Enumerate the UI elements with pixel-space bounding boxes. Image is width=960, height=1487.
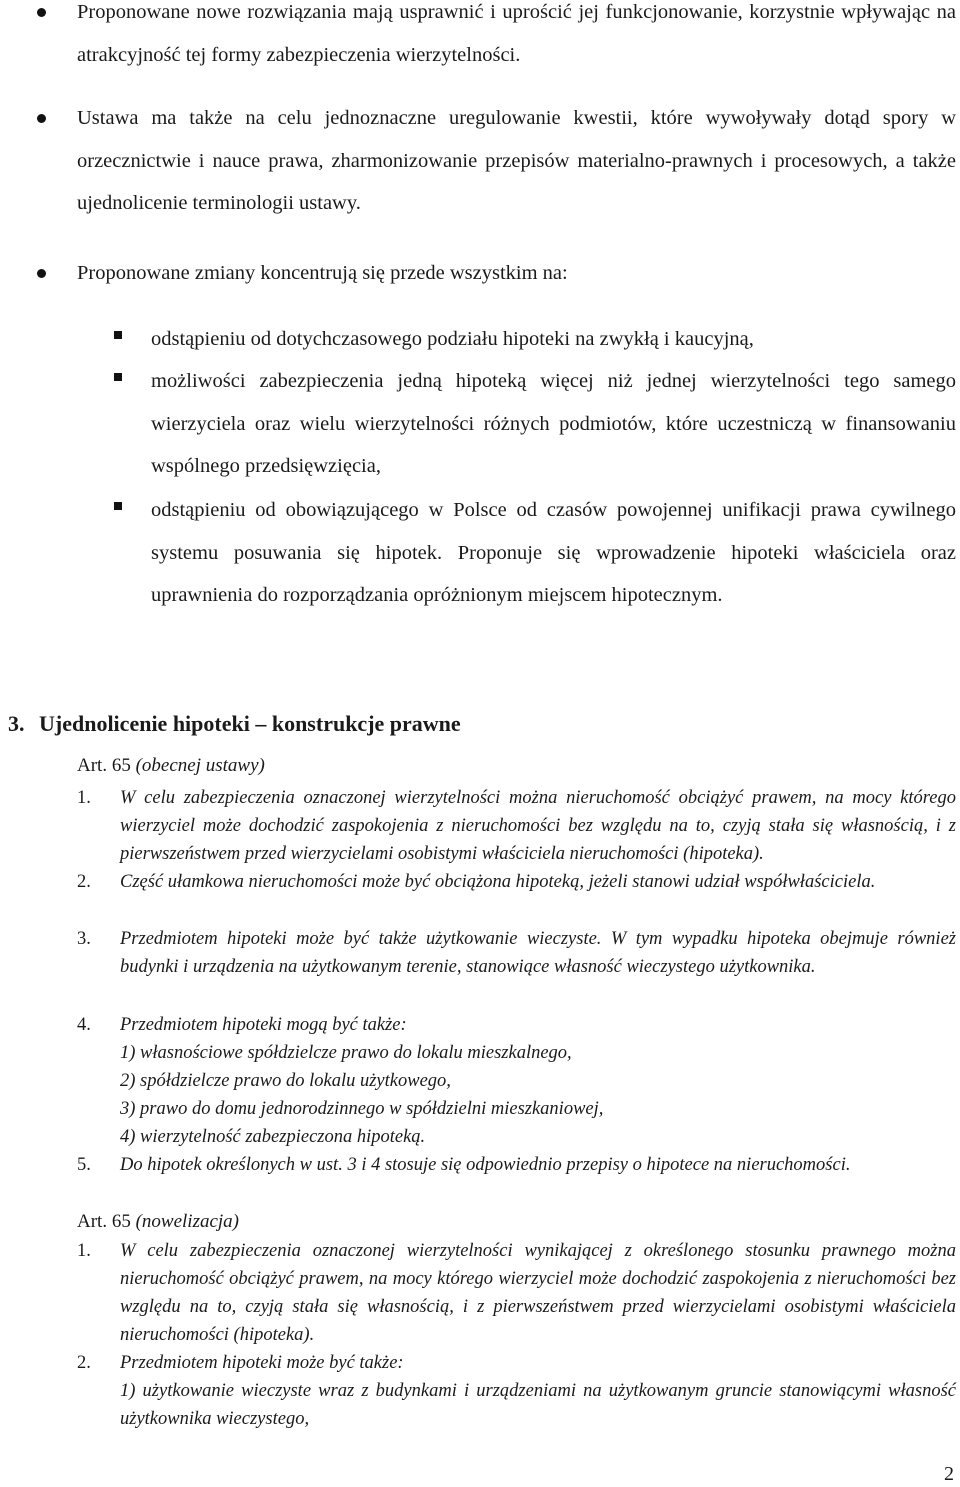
article-item-text: Przedmiotem hipoteki mogą być także: — [120, 1015, 407, 1035]
article-item-number: 4. — [77, 1015, 91, 1035]
bullet-text: Proponowane zmiany koncentrują się przede wszystkim na: — [77, 262, 568, 284]
sub-bullet-text: odstąpieniu od dotychczasowego podziału hipoteki na zwykłą i kaucyjną, — [151, 328, 754, 350]
article-title — [77, 752, 265, 780]
article-item — [77, 1151, 956, 1179]
article-item-number: 2. — [77, 1353, 91, 1373]
article-item-text: Przedmiotem hipoteki może być także: — [120, 1353, 404, 1373]
bullet-dot-icon — [37, 269, 46, 278]
bullet-dot-icon — [37, 8, 46, 17]
article-item-number: 1. — [77, 788, 91, 808]
article-sub-item: 2) spółdzielcze prawo do lokalu użytkowego, — [120, 1071, 451, 1091]
sub-bullet-text: odstąpieniu od obowiązującego w Polsce od czasów powojennej unifikacji prawa cywilnego systemu posuwania się hipotek. Proponuje się wprowadzenie hipoteki właściciela oraz uprawnienia do rozporządzania opróżnionym miejscem hipotecznym. — [151, 499, 956, 606]
section-title: Ujednolicenie hipoteki – konstrukcje prawne — [39, 711, 461, 736]
article-item — [77, 1349, 956, 1377]
section-heading — [8, 708, 461, 740]
article-title-prefix: Art. 65 — [77, 1211, 131, 1232]
square-bullet-icon — [114, 502, 122, 510]
article-title-suffix: (nowelizacja) — [135, 1211, 240, 1232]
page-number: 2 — [944, 1463, 954, 1485]
article-item-text: Część ułamkowa nieruchomości może być obciążona hipoteką, jeżeli stanowi udział współwłaściciela. — [120, 872, 876, 892]
article-sub-item: 1) własnościowe spółdzielcze prawo do lokalu mieszkalnego, — [120, 1043, 572, 1063]
article-item — [77, 868, 956, 896]
article-item-number: 1. — [77, 1241, 91, 1261]
bullet-text: Ustawa ma także na celu jednoznaczne uregulowanie kwestii, które wywoływały dotąd spory w orzecznictwie i nauce prawa, zharmonizowanie przepisów materialno-prawnych i procesowych, a także ujednolicenie terminologii ustawy. — [77, 107, 956, 214]
article-item — [77, 784, 956, 868]
article-item — [77, 1011, 956, 1039]
sub-bullet-text: możliwości zabezpieczenia jedną hipoteką więcej niż jednej wierzytelności tego samego wierzyciela oraz wielu wierzytelności różnych podmiotów, które uczestniczą w finansowaniu wspólnego przedsięwzięcia, — [151, 370, 956, 477]
square-bullet-icon — [114, 331, 122, 339]
article-item-number: 3. — [77, 929, 91, 949]
article-sub-item: 3) prawo do domu jednorodzinnego w spółdzielni mieszkaniowej, — [120, 1099, 604, 1119]
article-title — [77, 1208, 239, 1236]
article-item-text: Przedmiotem hipoteki może być także użytkowanie wieczyste. W tym wypadku hipoteka obejmuje również budynki i urządzenia na użytkowanym terenie, stanowiące własność wieczystego użytkownika. — [120, 929, 956, 977]
article-title-prefix: Art. 65 — [77, 755, 131, 776]
article-sub-item: 4) wierzytelność zabezpieczona hipoteką. — [120, 1127, 426, 1147]
article-item-text: W celu zabezpieczenia oznaczonej wierzytelności można nieruchomość obciążyć prawem, na mocy którego wierzyciel może dochodzić zaspokojenia z nieruchomości bez względu na to, czyją stała się własnością, i z pierwszeństwem przed wierzycielami osobistymi właściciela nieruchomości (hipoteka). — [120, 788, 956, 864]
article-sub-item: 1) użytkowanie wieczyste wraz z budynkami i urządzeniami na użytkowanym gruncie stanowiącymi własność użytkownika wieczystego, — [120, 1381, 956, 1429]
bullet-text: Proponowane nowe rozwiązania mają usprawnić i uprościć jej funkcjonowanie, korzystnie wpływając na atrakcyjność tej formy zabezpieczenia wierzytelności. — [77, 1, 956, 66]
article-item-text: W celu zabezpieczenia oznaczonej wierzytelności wynikającej z określonego stosunku prawnego można nieruchomość obciążyć prawem, na mocy którego wierzyciel może dochodzić zaspokojenia z nieruchomości bez względu na to, czyją stała się własnością, i z pierwszeństwem przed wierzycielami osobistymi właściciela nieruchomości (hipoteka). — [120, 1241, 956, 1345]
article-item — [77, 1237, 956, 1349]
article-item — [77, 925, 956, 981]
section-number: 3. — [8, 711, 25, 736]
article-item-text: Do hipotek określonych w ust. 3 i 4 stosuje się odpowiednio przepisy o hipotece na nieruchomości. — [120, 1155, 851, 1175]
article-item-number: 5. — [77, 1155, 91, 1175]
square-bullet-icon — [114, 373, 122, 381]
article-item-number: 2. — [77, 872, 91, 892]
article-title-suffix: (obecnej ustawy) — [135, 755, 265, 776]
bullet-dot-icon — [37, 114, 46, 123]
